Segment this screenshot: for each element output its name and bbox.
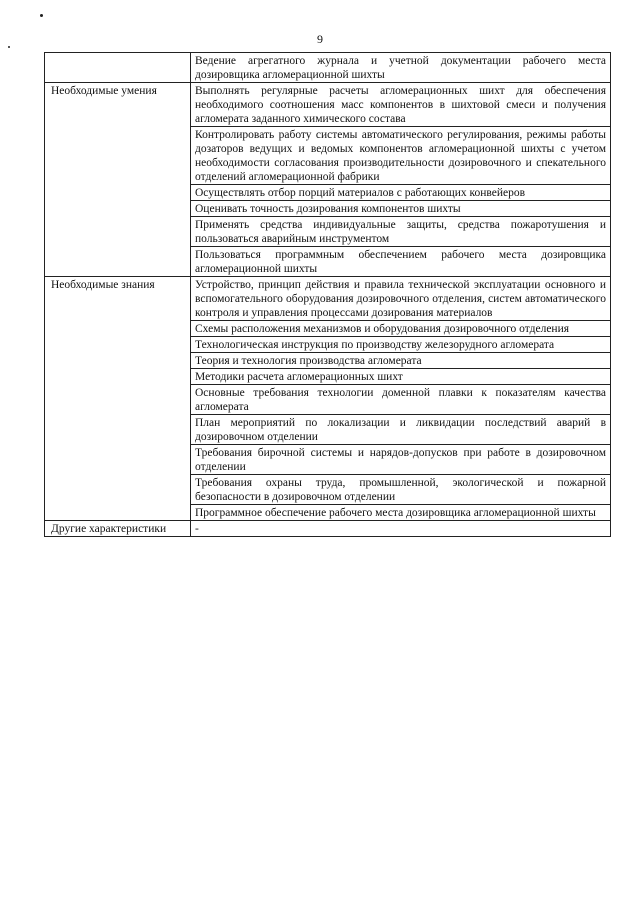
table-cell: Методики расчета агломерационных шихт [191, 369, 611, 385]
section-label-skills: Необходимые умения [45, 83, 191, 277]
table-cell: План мероприятий по локализации и ликвидации последствий аварий в дозировочном отделении [191, 415, 611, 445]
table-cell: Осуществлять отбор порций материалов с работающих конвейеров [191, 185, 611, 201]
table-cell: Ведение агрегатного журнала и учетной документации рабочего места дозировщика агломерационной шихты [191, 53, 611, 83]
table-cell: Применять средства индивидуальные защиты, средства пожаротушения и пользоваться аварийным инструментом [191, 217, 611, 247]
table-cell: Требования охраны труда, промышленной, экологической и пожарной безопасности в дозировочном отделении [191, 475, 611, 505]
table-cell: Основные требования технологии доменной плавки к показателям качества агломерата [191, 385, 611, 415]
table-cell: Выполнять регулярные расчеты агломерационных шихт для обеспечения необходимого соотношения масс компонентов в шихтовой смеси и получения агломерата заданного химического состава [191, 83, 611, 127]
table-row [45, 53, 611, 83]
table-cell: - [191, 521, 611, 537]
table-cell: Требования бирочной системы и нарядов-допусков при работе в дозировочном отделении [191, 445, 611, 475]
table-cell: Технологическая инструкция по производству железорудного агломерата [191, 337, 611, 353]
section-label-other: Другие характеристики [45, 521, 191, 537]
table-cell: Оценивать точность дозирования компонентов шихты [191, 201, 611, 217]
scan-speck [40, 14, 43, 17]
table-cell: Схемы расположения механизмов и оборудования дозировочного отделения [191, 321, 611, 337]
page-number: 9 [317, 32, 323, 46]
table-cell: Теория и технология производства агломерата [191, 353, 611, 369]
empty-label-cell [45, 53, 191, 83]
table-cell: Пользоваться программным обеспечением рабочего места дозировщика агломерационной шихты [191, 247, 611, 277]
table-cell: Контролировать работу системы автоматического регулирования, режимы работы дозаторов ведущих и ведомых компонентов агломерационной шихты с учетом необходимости согласования производительности дозировочного и спекательного отделений агломерационной фабрики [191, 127, 611, 185]
table-row [45, 277, 611, 321]
table-cell: Устройство, принцип действия и правила технической эксплуатации основного и вспомогательного оборудования дозировочного отделения, систем автоматического контроля и управления процессами дозирования материалов [191, 277, 611, 321]
table-cell: Программное обеспечение рабочего места дозировщика агломерационной шихты [191, 505, 611, 521]
table-row [45, 521, 611, 537]
section-label-knowledge: Необходимые знания [45, 277, 191, 521]
table-row [45, 83, 611, 127]
requirements-table [44, 52, 611, 537]
